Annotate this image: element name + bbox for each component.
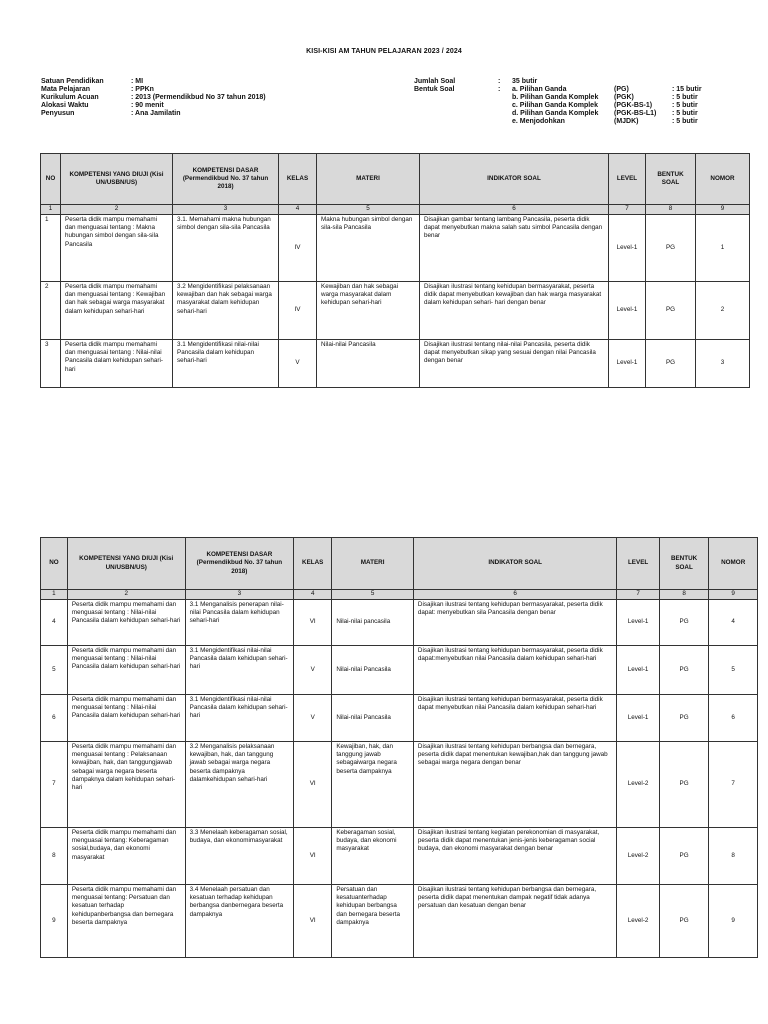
info-value: a. Pilihan Ganda (512, 86, 567, 93)
cell-nomor: 7 (709, 742, 758, 828)
cell-kompetensi-uji: Peserta didik mampu memahami dan menguasai tentang : Nilai-nilai Pancasila dalam kehidupan sehari-hari (67, 646, 185, 695)
col-number: 2 (61, 205, 173, 215)
cell-level: Level-2 (617, 742, 659, 828)
col-number: 1 (41, 205, 61, 215)
col-header-kompetensi-dasar: KOMPETENSI DASAR (Permendikbud No. 37 tahun 2018) (185, 538, 293, 590)
cell-kompetensi-dasar: 3.4 Menelaah persatuan dan kesatuan terhadap kehidupan berbangsa danbernegara beserta dampaknya (185, 885, 293, 958)
cell-indikator: Disajikan ilustrasi tentang kehidupan bermasyarakat, peserta didik dapat:menyebutkan nilai Pancasila dalam kehidupan sehari-hari (413, 646, 617, 695)
col-header-level: LEVEL (617, 538, 659, 590)
info-row (414, 118, 732, 126)
cell-level: Level-2 (617, 885, 659, 958)
info-abbr (614, 78, 672, 86)
cell-kelas: VI (294, 828, 332, 885)
cell-no: 7 (41, 742, 68, 828)
table-header-row (41, 538, 758, 590)
cell-kelas: IV (279, 282, 317, 340)
cell-nomor: 5 (709, 646, 758, 695)
cell-bentuk: PG (659, 695, 709, 742)
cell-no: 2 (41, 282, 61, 340)
info-left-block (41, 78, 266, 118)
cell-level: Level-1 (609, 215, 646, 282)
col-header-materi: MATERI (332, 538, 414, 590)
col-number: 6 (413, 590, 617, 600)
cell-kelas: V (294, 646, 332, 695)
info-colon (498, 118, 512, 126)
table-row (41, 215, 750, 282)
cell-kelas: VI (294, 600, 332, 646)
cell-indikator: Disajikan ilustrasi tentang kehidupan bermasyarakat, peserta didik dapat menyebutkan nilai Pancasila dalam kehidupan sehari-hari (413, 695, 617, 742)
cell-level: Level-2 (617, 828, 659, 885)
info-right-block (414, 78, 732, 126)
info-count: : 5 butir (672, 118, 698, 125)
info-abbr: (MJDK) (614, 118, 639, 125)
cell-kompetensi-dasar: 3.1 Mengidentifikasi nilai-nilai Pancasila dalam kehidupan sehari-hari (185, 695, 293, 742)
col-header-materi: MATERI (317, 154, 420, 205)
cell-materi: Keberagaman sosial, budaya, dan ekonomi masyarakat (332, 828, 414, 885)
cell-kompetensi-uji: Peserta didik mampu memahami dan menguasai tentang : Nilai-nilai Pancasila dalam kehidupan sehari-hari (67, 600, 185, 646)
info-row (41, 94, 266, 102)
info-value: : 2013 (Permendikbud No 37 tahun 2018) (131, 94, 266, 101)
cell-nomor: 4 (709, 600, 758, 646)
cell-kompetensi-uji: Peserta didik mampu memahami dan menguasai tentang : Nilai-nilai Pancasila dalam kehidupan sehari-hari (61, 340, 173, 388)
info-count (672, 78, 732, 86)
info-label: Kurikulum Acuan (41, 94, 99, 101)
info-label: Satuan Pendidikan (41, 78, 104, 85)
cell-no: 6 (41, 695, 68, 742)
col-number: 8 (659, 590, 709, 600)
col-header-kompetensi-uji: KOMPETENSI YANG DIUJI (Kisi UN/USBN/US) (61, 154, 173, 205)
cell-bentuk: PG (659, 600, 709, 646)
info-colon (498, 102, 512, 110)
cell-kompetensi-uji: Peserta didik mampu memahami dan menguasai tentang : Pelaksanaan kewajiban, hak, dan tanggungjawab sebagai warga negara beserta dampaknya dalam kehidupan sehari-hari (67, 742, 185, 828)
cell-no: 8 (41, 828, 68, 885)
cell-kompetensi-uji: Peserta didik mampu memahami dan menguasai tentang: Keberagaman sosial,budaya, dan ekonomi masyarakat (67, 828, 185, 885)
cell-bentuk: PG (646, 282, 696, 340)
col-header-level: LEVEL (609, 154, 646, 205)
info-row (41, 110, 266, 118)
cell-no: 5 (41, 646, 68, 695)
info-count: : 15 butir (672, 86, 702, 93)
col-number: 3 (185, 590, 293, 600)
col-header-no: NO (41, 154, 61, 205)
info-label (414, 110, 498, 118)
cell-indikator: Disajikan ilustrasi tentang kehidupan berbangsa dan bernegara, peserta didik dapat menentukan dampak negatif tidak adanya persatuan dan kesatuan dengan benar (413, 885, 617, 958)
info-colon (498, 110, 512, 118)
cell-indikator: Disajikan ilustrasi tentang kehidupan bermasyarakat, peserta didik dapat: menyebutkan sila Pancasila dengan benar (413, 600, 617, 646)
cell-bentuk: PG (659, 828, 709, 885)
cell-level: Level-1 (617, 646, 659, 695)
cell-no: 4 (41, 600, 68, 646)
info-abbr: (PGK-BS-L1) (614, 110, 657, 117)
cell-kompetensi-uji: Peserta didik mampu memahami dan menguasai tentang : Kewajiban dan hak sebagai warga masyarakat dalam kehidupan sehari-hari (61, 282, 173, 340)
info-label: Bentuk Soal (414, 86, 455, 93)
cell-level: Level-1 (617, 695, 659, 742)
cell-materi: Nilai-nilai Pancasila (332, 646, 414, 695)
col-header-indikator: INDIKATOR SOAL (420, 154, 609, 205)
info-abbr: (PGK-BS-1) (614, 102, 653, 109)
cell-indikator: Disajikan ilustrasi tentang nilai-nilai Pancasila, peserta didik dapat menyebutkan sikap yang sesuai dengan nilai Pancasila dengan benar (420, 340, 609, 388)
cell-nomor: 1 (696, 215, 750, 282)
table-row (41, 646, 758, 695)
info-label (414, 118, 498, 126)
col-number: 7 (617, 590, 659, 600)
cell-kompetensi-dasar: 3.2 Menganalisis pelaksanaan kewajiban, hak, dan tanggung jawab sebagai warga negara beserta dampaknya dalamkehidupan sehari-hari (185, 742, 293, 828)
col-number: 4 (279, 205, 317, 215)
document-title: KISI-KISI AM TAHUN PELAJARAN 2023 / 2024 (306, 48, 462, 55)
info-row (414, 110, 732, 118)
kisi-table-2 (40, 537, 758, 958)
info-row (414, 102, 732, 110)
col-number: 5 (332, 590, 414, 600)
col-number: 1 (41, 590, 68, 600)
col-header-kelas: KELAS (279, 154, 317, 205)
table-row (41, 282, 750, 340)
info-value: c. Pilihan Ganda Komplek (512, 102, 598, 109)
table-row (41, 828, 758, 885)
info-value: e. Menjodohkan (512, 118, 565, 125)
info-value: : Ana Jamilatin (131, 110, 181, 117)
cell-indikator: Disajikan ilustrasi tentang kehidupan bermasyarakat, peserta didik dapat menyebutkan kewajiban dan hak warga masyarakat dalam kehidupan sehari- hari dengan benar (420, 282, 609, 340)
table-row (41, 742, 758, 828)
cell-kelas: V (294, 695, 332, 742)
cell-kompetensi-uji: Peserta didik mampu memahami dan menguasai tentang : Nilai-nilai Pancasila dalam kehidupan sehari-hari (67, 695, 185, 742)
col-number: 8 (646, 205, 696, 215)
cell-nomor: 2 (696, 282, 750, 340)
table-row (41, 340, 750, 388)
cell-nomor: 8 (709, 828, 758, 885)
info-label: Jumlah Soal (414, 78, 456, 85)
info-row (41, 78, 266, 86)
cell-indikator: Disajikan gambar tentang lambang Pancasila, peserta didik dapat menyebutkan makna salah satu simbol Pancasila dengan benar (420, 215, 609, 282)
cell-materi: Nilai-nilai Pancasila (317, 340, 420, 388)
table-row (41, 600, 758, 646)
col-number: 2 (67, 590, 185, 600)
cell-level: Level-1 (609, 282, 646, 340)
info-label (414, 102, 498, 110)
cell-bentuk: PG (646, 215, 696, 282)
col-number: 5 (317, 205, 420, 215)
cell-indikator: Disajikan ilustrasi tentang kehidupan berbangsa dan bernegara, peserta didik dapat menentukan kewajiban,hak dan tanggung jawab sebagai warga negara dengan benar (413, 742, 617, 828)
info-value: b. Pilihan Ganda Komplek (512, 94, 599, 101)
col-header-indikator: INDIKATOR SOAL (413, 538, 617, 590)
col-number: 3 (173, 205, 279, 215)
cell-kelas: VI (294, 885, 332, 958)
cell-kompetensi-uji: Peserta didik mampu memahami dan menguasai tentang : Makna hubungan simbol dengan sila-sila Pancasila (61, 215, 173, 282)
cell-kelas: IV (279, 215, 317, 282)
col-number: 9 (696, 205, 750, 215)
info-value: : 90 menit (131, 102, 164, 109)
column-number-row (41, 590, 758, 600)
info-row (41, 102, 266, 110)
info-colon (498, 94, 512, 102)
cell-nomor: 3 (696, 340, 750, 388)
col-number: 6 (420, 205, 609, 215)
cell-kompetensi-uji: Peserta didik mampu memahami dan menguasai tentang: Persatuan dan kesatuan terhadap kehidupanberbangsa dan bernegara beserta dampaknya (67, 885, 185, 958)
col-header-nomor: NOMOR (709, 538, 758, 590)
cell-materi: Persatuan dan kesatuanterhadap kehidupan berbangsa dan bernegara beserta dampaknya (332, 885, 414, 958)
cell-materi: Nilai-nilai pancasila (332, 600, 414, 646)
info-label: Alokasi Waktu (41, 102, 89, 109)
cell-no: 3 (41, 340, 61, 388)
info-colon: : (498, 78, 501, 85)
cell-bentuk: PG (659, 646, 709, 695)
col-header-nomor: NOMOR (696, 154, 750, 205)
cell-kompetensi-dasar: 3.1. Memahami makna hubungan simbol dengan sila-sila Pancasila (173, 215, 279, 282)
info-row (414, 86, 732, 94)
table-row (41, 885, 758, 958)
info-label (414, 94, 498, 102)
info-row (41, 86, 266, 94)
col-number: 7 (609, 205, 646, 215)
cell-level: Level-1 (609, 340, 646, 388)
info-value: d. Pilihan Ganda Komplek (512, 110, 599, 117)
table-header-row (41, 154, 750, 205)
info-value: : MI (131, 78, 144, 85)
info-label: Penyusun (41, 110, 75, 117)
cell-nomor: 9 (709, 885, 758, 958)
info-value: : PPKn (131, 86, 154, 93)
col-header-kelas: KELAS (294, 538, 332, 590)
column-number-row (41, 205, 750, 215)
cell-kompetensi-dasar: 3.1 Mengidentifikasi nilai-nilai Pancasila dalam kehidupan sehari-hari (173, 340, 279, 388)
cell-kompetensi-dasar: 3.2 Mengidentifikasi pelaksanaan kewajiban dan hak sebagai warga masyarakat dalam kehidupan sehari-hari (173, 282, 279, 340)
info-row (414, 78, 732, 86)
col-header-no: NO (41, 538, 68, 590)
cell-bentuk: PG (646, 340, 696, 388)
info-row (414, 94, 732, 102)
cell-kompetensi-dasar: 3.1 Menganalisis penerapan nilai-nilai Pancasila dalam kehidupan sehari-hari (185, 600, 293, 646)
cell-materi: Nilai-nilai Pancasila (332, 695, 414, 742)
cell-bentuk: PG (659, 742, 709, 828)
col-header-kompetensi-dasar: KOMPETENSI DASAR (Permendikbud No. 37 tahun 2018) (173, 154, 279, 205)
cell-kompetensi-dasar: 3.1 Mengidentifikasi nilai-nilai Pancasila dalam kehidupan sehari-hari (185, 646, 293, 695)
kisi-table-1 (40, 153, 750, 388)
info-label: Mata Pelajaran (41, 86, 91, 93)
cell-no: 1 (41, 215, 61, 282)
info-count: : 5 butir (672, 102, 698, 109)
col-number: 4 (294, 590, 332, 600)
info-abbr: (PGK) (614, 94, 634, 101)
col-header-bentuk: BENTUK SOAL (659, 538, 709, 590)
cell-kompetensi-dasar: 3.3 Menelaah keberagaman sosial, budaya, dan ekonomimasyarakat (185, 828, 293, 885)
cell-kelas: VI (294, 742, 332, 828)
cell-indikator: Disajikan ilustrasi tentang kegiatan perekonomian di masyarakat, peserta didik dapat menentukan jenis-jenis keberagaman social budaya, dan ekonomi masyarakat dengan benar (413, 828, 617, 885)
col-header-kompetensi-uji: KOMPETENSI YANG DIUJI (Kisi UN/USBN/US) (67, 538, 185, 590)
cell-bentuk: PG (659, 885, 709, 958)
table-row (41, 695, 758, 742)
info-colon: : (498, 86, 501, 93)
info-value: 35 butir (512, 78, 538, 85)
col-header-bentuk: BENTUK SOAL (646, 154, 696, 205)
cell-no: 9 (41, 885, 68, 958)
cell-nomor: 6 (709, 695, 758, 742)
cell-level: Level-1 (617, 600, 659, 646)
col-number: 9 (709, 590, 758, 600)
info-count: : 5 butir (672, 94, 698, 101)
cell-kelas: V (279, 340, 317, 388)
cell-materi: Kewajiban, hak, dan tanggung jawab sebagaiwarga negara beserta dampaknya (332, 742, 414, 828)
info-abbr: (PG) (614, 86, 629, 93)
cell-materi: Kewajiban dan hak sebagai warga masyarakat dalam kehidupan sehari-hari (317, 282, 420, 340)
info-count: : 5 butir (672, 110, 698, 117)
cell-materi: Makna hubungan simbol dengan sila-sila Pancasila (317, 215, 420, 282)
